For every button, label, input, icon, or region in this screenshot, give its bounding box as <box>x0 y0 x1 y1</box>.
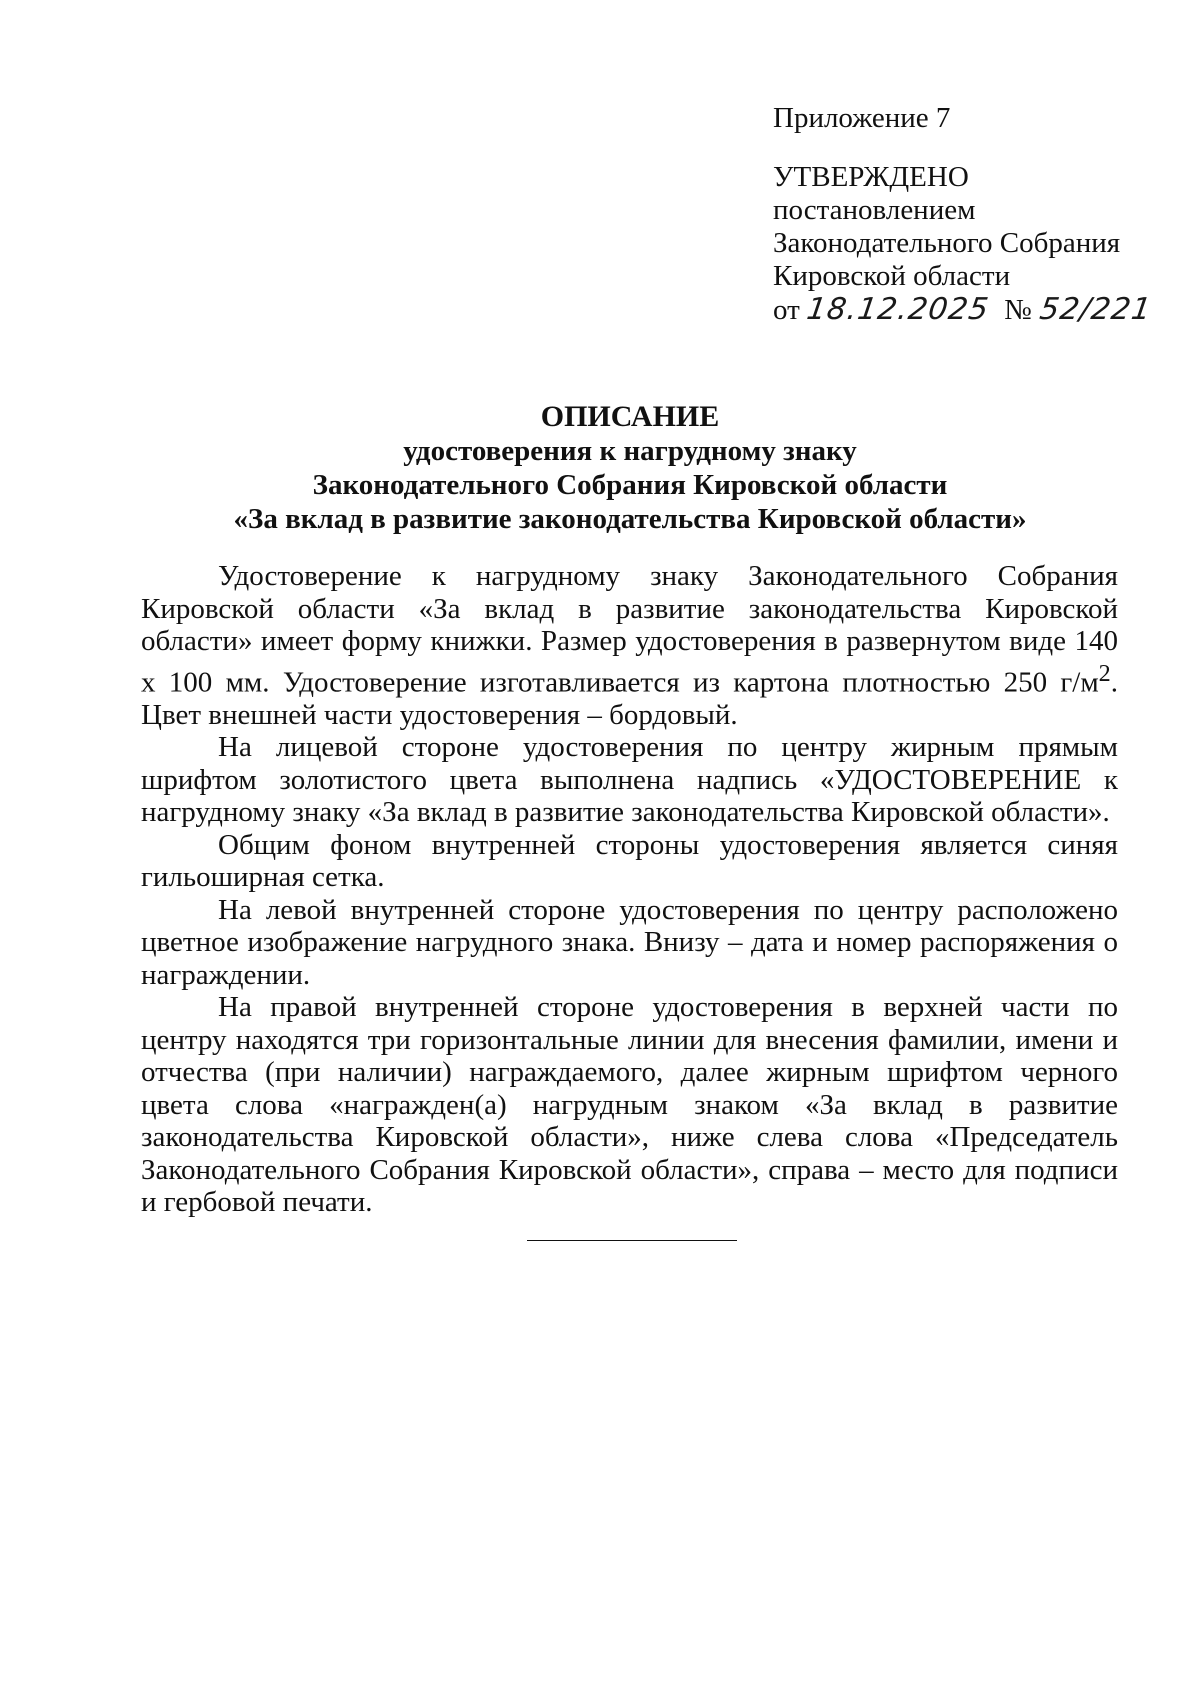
title-line-2: Законодательного Собрания Кировской области <box>312 469 948 501</box>
document-body <box>141 560 1118 1219</box>
superscript: 2 <box>1098 659 1111 687</box>
approval-date-line <box>773 293 1153 327</box>
number-sign: № <box>1004 294 1032 326</box>
title-line-3: «За вклад в развитие законодательства Кировской области» <box>233 503 1027 535</box>
approved-by-line-2: Законодательного Собрания <box>773 227 1121 259</box>
handwritten-date: 18.12.2025 <box>804 292 992 327</box>
approved-by-line-3: Кировской области <box>773 260 1011 292</box>
title-main: ОПИСАНИЕ <box>540 400 720 433</box>
title-line-1: удостоверения к нагрудному знаку <box>403 435 857 467</box>
approval-block <box>773 102 1153 327</box>
paragraph-5: На правой внутренней стороне удостоверения в верхней части по центру находятся три горизонтальные линии для внесения фамилии, имени и отчества (при наличии) награждаемого, далее жирным шрифтом черного цвета слова «награжден(а) нагрудным знаком «За вклад в развитие законодательства Кировской области», ниже слева слова «Председатель Законодательного Собрания Кировской области», справа – место для подписи и гербовой печати. <box>141 991 1118 1219</box>
paragraph-1-text: Удостоверение к нагрудному знаку Законодательного Собрания Кировской области «За вклад в развитие законодательства Кировской области» имеет форму книжки. Размер удостоверения в развернутом виде 140 х 100 мм. Удостоверение изготавливается из картона плотностью 250 г/м <box>141 560 1118 699</box>
paragraph-3: Общим фоном внутренней стороны удостоверения является синяя гильоширная сетка. <box>141 828 1118 894</box>
end-separator-line <box>527 1240 737 1241</box>
approved-label: УТВЕРЖДЕНО <box>773 161 969 193</box>
paragraph-1-tail: . Цвет внешней части удостоверения – бордовый. <box>141 666 1118 731</box>
document-title <box>140 400 1120 536</box>
date-prefix: от <box>773 294 800 326</box>
appendix-label: Приложение 7 <box>773 102 951 134</box>
paragraph-2: На лицевой стороне удостоверения по центру жирным прямым шрифтом золотистого цвета выполнена надпись «УДОСТОВЕРЕНИЕ к нагрудному знаку «За вклад в развитие законодательства Кировской области». <box>141 731 1118 829</box>
paragraph-4: На левой внутренней стороне удостоверения по центру расположено цветное изображение нагрудного знака. Внизу – дата и номер распоряжения о награждении. <box>141 893 1118 991</box>
paragraph-1 <box>141 560 1118 731</box>
handwritten-number: 52/221 <box>1037 292 1154 327</box>
approved-by-line-1: постановлением <box>773 194 976 226</box>
